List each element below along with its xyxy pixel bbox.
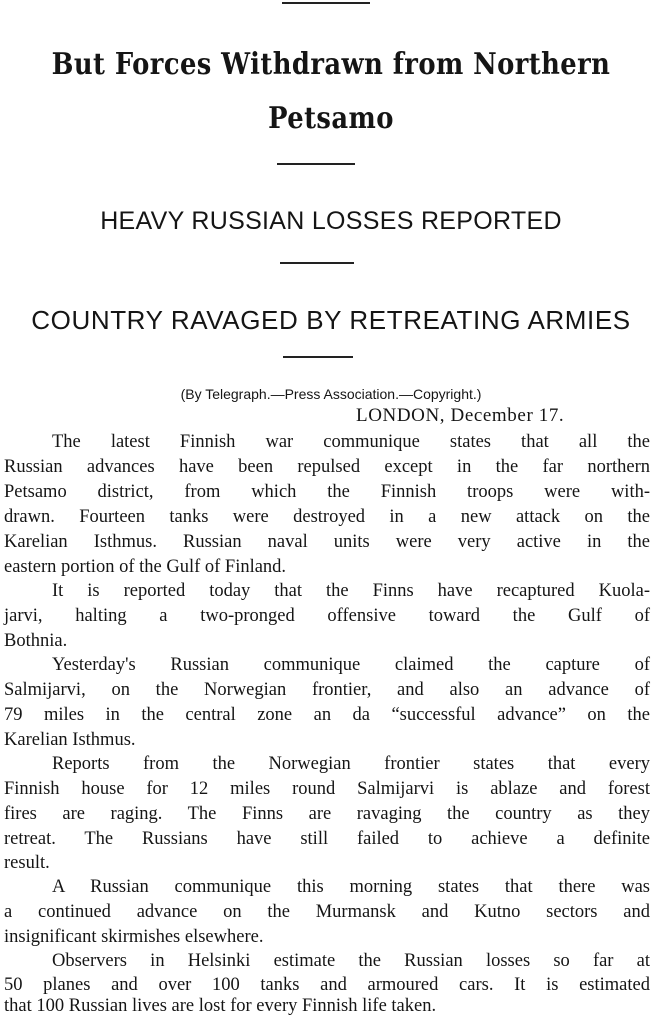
article-line: Yesterday's Russian communique claimed the capture of	[52, 655, 650, 675]
headline-line-1: But Forces Withdrawn from Northern	[51, 47, 611, 82]
article-line: Reports from the Norwegian frontier states that every	[52, 754, 650, 774]
article-line: Russian advances have been repulsed except in the far northern	[4, 457, 650, 477]
article-line: eastern portion of the Gulf of Finland.	[4, 557, 287, 577]
article-line: drawn. Fourteen tanks were destroyed in a new attack on the	[4, 507, 650, 527]
article-line: Karelian Isthmus.	[4, 730, 136, 750]
article-line: Petsamo district, from which the Finnish troops were with-	[4, 482, 650, 502]
top-rule	[282, 2, 370, 4]
article-line: 79 miles in the central zone an da “successful advance” on the	[4, 705, 650, 725]
article-line: The latest Finnish war communique states that all the	[52, 432, 650, 452]
article-line: Finnish house for 12 miles round Salmijarvi is ablaze and forest	[4, 779, 650, 799]
article-line: that 100 Russian lives are lost for every Finnish life taken.	[4, 996, 437, 1016]
deck-rule-2	[283, 356, 353, 358]
dateline: LONDON, December 17.	[356, 405, 565, 426]
headline-line-2: Petsamo	[268, 101, 394, 136]
deck-rule-1	[280, 262, 354, 264]
article-line: result.	[4, 853, 50, 873]
deck-heading-country-ravaged: COUNTRY RAVAGED BY RETREATING ARMIES	[31, 305, 631, 335]
article-line: It is reported today that the Finns have recaptured Kuola-	[52, 581, 650, 601]
article-line: jarvi, halting a two-pronged offensive toward the Gulf of	[4, 606, 650, 626]
article-line: a continued advance on the Murmansk and Kutno sectors and	[4, 902, 650, 922]
article-line: insignificant skirmishes elsewhere.	[4, 927, 264, 947]
byline: (By Telegraph.—Press Association.—Copyright.)	[180, 386, 482, 402]
headline-rule	[277, 163, 355, 165]
article-line: retreat. The Russians have still failed to achieve a definite	[4, 829, 650, 849]
article-line: A Russian communique this morning states that there was	[52, 877, 650, 897]
article-line: Observers in Helsinki estimate the Russian losses so far at	[52, 951, 650, 971]
article-line: 50 planes and over 100 tanks and armoured cars. It is estimated	[4, 975, 650, 995]
article-line: Salmijarvi, on the Norwegian frontier, and also an advance of	[4, 680, 650, 700]
deck-heading-heavy-losses: HEAVY RUSSIAN LOSSES REPORTED	[100, 207, 562, 235]
article-line: Karelian Isthmus. Russian naval units were very active in the	[4, 532, 650, 552]
article-line: fires are raging. The Finns are ravaging the country as they	[4, 804, 650, 824]
article-line: Bothnia.	[4, 631, 68, 651]
